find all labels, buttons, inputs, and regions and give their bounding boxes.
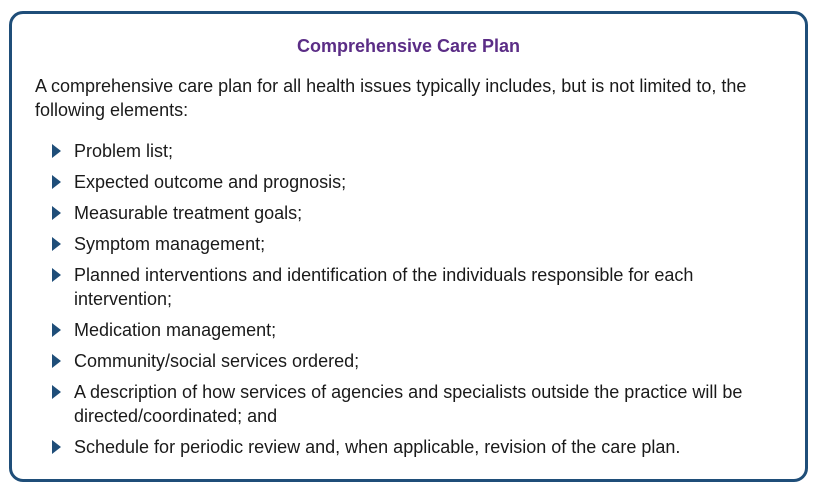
list-item-text: Problem list; — [74, 141, 174, 161]
panel-title: Comprehensive Care Plan — [296, 36, 521, 56]
triangle-right-icon — [52, 385, 61, 399]
elements-list — [51, 139, 791, 466]
triangle-right-icon — [52, 354, 61, 368]
list-item-text: A description of how services of agencies and specialists outside the practice will be directed/coordinated; and — [74, 382, 743, 426]
list-item-text: Measurable treatment goals; — [74, 203, 303, 223]
list-item-text: Symptom management; — [74, 234, 266, 254]
list-item — [51, 232, 791, 256]
list-item-text: Community/social services ordered; — [74, 351, 360, 371]
list-item-text: Medication management; — [74, 320, 277, 340]
triangle-right-icon — [52, 144, 61, 158]
list-item — [51, 349, 791, 373]
list-item — [51, 170, 791, 194]
triangle-right-icon — [52, 175, 61, 189]
triangle-right-icon — [52, 237, 61, 251]
list-item — [51, 263, 791, 311]
triangle-right-icon — [52, 440, 61, 454]
triangle-right-icon — [52, 323, 61, 337]
list-item-text: Expected outcome and prognosis; — [74, 172, 347, 192]
list-item — [51, 435, 791, 459]
list-item — [51, 380, 791, 428]
list-item — [51, 201, 791, 225]
care-plan-panel — [9, 11, 808, 482]
list-item — [51, 318, 791, 342]
list-item — [51, 139, 791, 163]
list-item-text: Schedule for periodic review and, when applicable, revision of the care plan. — [74, 437, 681, 457]
triangle-right-icon — [52, 206, 61, 220]
intro-paragraph: A comprehensive care plan for all health issues typically includes, but is not limited to, the following elements: — [35, 76, 747, 120]
list-item-text: Planned interventions and identification of the individuals responsible for each intervention; — [74, 265, 694, 309]
triangle-right-icon — [52, 268, 61, 282]
